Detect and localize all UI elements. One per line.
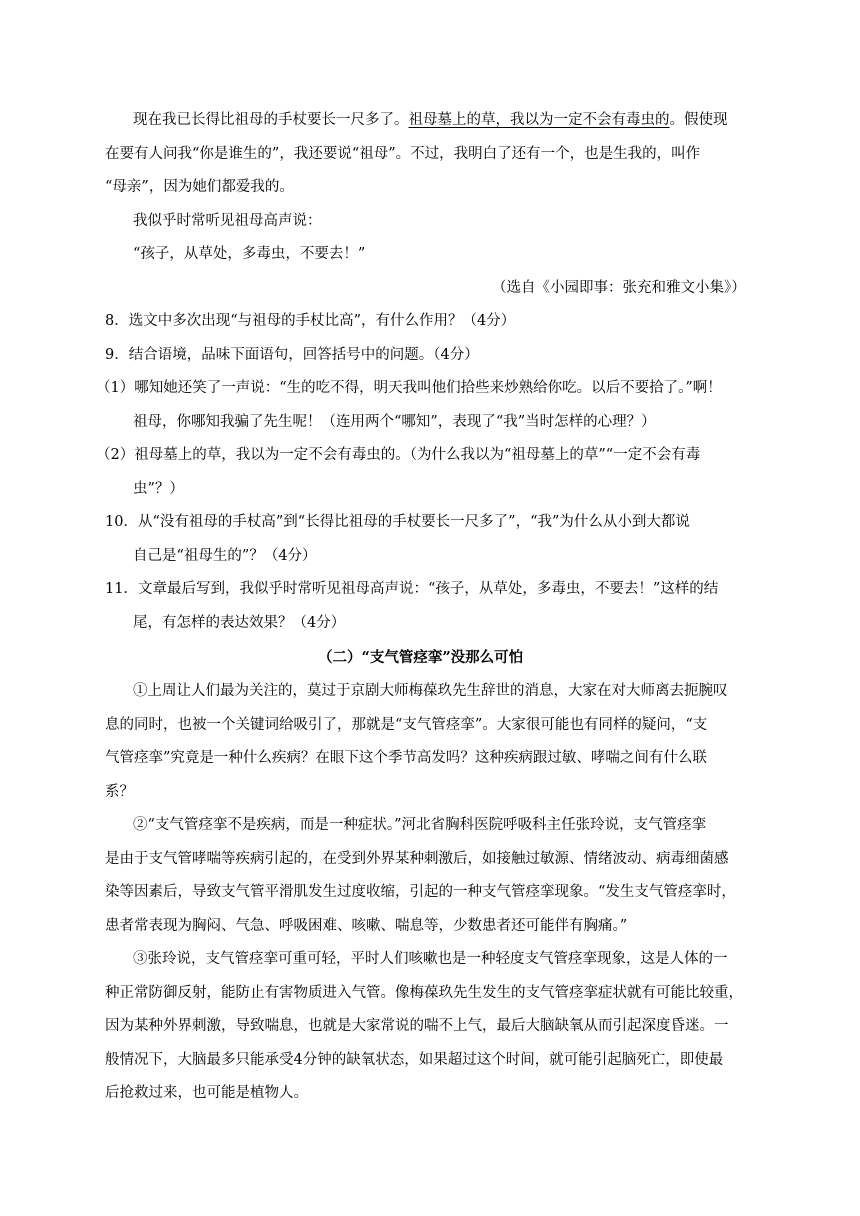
passage2-para1-line: 系？ xyxy=(105,784,134,800)
passage2-para1-line: 气管痉挛”究竟是一种什么疾病？在眼下这个季节高发吗？这种疾病跟过敏、哮喘之间有什么联 xyxy=(105,750,707,766)
question-9: 9．结合语境，品味下面语句，回答括号中的问题。（4分） xyxy=(105,347,479,363)
passage1-text: 。假使现 xyxy=(669,112,728,128)
passage1-paragraph-line: 我似乎时常听见祖母高声说： xyxy=(133,213,322,229)
passage2-para2-line: 是由于支气管哮喘等疾病引起的，在受到外界某种刺激后，如接触过敏源、情绪波动、病毒细菌感 xyxy=(105,851,729,867)
passage1-text: 现在我已长得比祖母的手杖要长一尺多了。 xyxy=(133,112,409,128)
question-10-cont: 自己是“祖母生的”？（4分） xyxy=(133,548,317,564)
passage2-title: （二）“支气管痉挛”没那么可怕 xyxy=(318,649,524,666)
question-9-1: （1）哪知她还笑了一声说：“生的吃不得，明天我叫他们拾些来炒熟给你吃。以后不要拾了。”啊！ xyxy=(96,380,722,396)
passage2-para3-line: 因为某种外界刺激，导致喘息，也就是大家常说的喘不上气，最后大脑缺氧从而引起深度昏迷。一 xyxy=(105,1018,729,1034)
question-9-2: （2）祖母墓上的草，我以为一定不会有毒虫的。（为什么我以为“祖母墓上的草”“一定不会有毒 xyxy=(96,447,701,463)
passage2-para3-line: 般情况下，大脑最多只能承受4分钟的缺氧状态，如果超过这个时间，就可能引起脑死亡，即使最 xyxy=(105,1052,724,1068)
question-11-cont: 尾，有怎样的表达效果？（4分） xyxy=(133,615,346,631)
passage1-paragraph-line xyxy=(133,110,728,130)
question-10: 10．从“没有祖母的手杖高”到“长得比祖母的手杖要长一尺多了”，“我”为什么从小到大都说 xyxy=(105,514,690,530)
question-11: 11．文章最后写到，我似乎时常听见祖母高声说：“孩子，从草处，多毒虫，不要去！”这样的结 xyxy=(105,581,719,597)
question-8: 8．选文中多次出现“与祖母的手杖比高”，有什么作用？（4分） xyxy=(105,313,516,329)
passage2-para1-line: 息的同时，也被一个关键词给吸引了，那就是“支气管痉挛”。大家很可能也有同样的疑问，“支 xyxy=(105,717,708,733)
grandmother-quote: “孩子，从草处，多毒虫，不要去！” xyxy=(133,246,366,262)
question-9-2-cont: 虫”？） xyxy=(133,481,184,497)
question-9-1-cont: 祖母，你哪知我骗了先生呢！（连用两个“哪知”，表现了“我”当时怎样的心理？） xyxy=(133,414,656,430)
passage2-para2-line: ②“支气管痉挛不是疾病，而是一种症状。”河北省胸科医院呼吸科主任张玲说，支气管痉挛 xyxy=(133,817,707,833)
passage1-paragraph-line: 在要有人问我“你是谁生的”，我还要说“祖母”。不过，我明白了还有一个，也是生我的，叫作 xyxy=(105,146,701,162)
passage2-para3-line: ③张玲说，支气管痉挛可重可轻，平时人们咳嗽也是一种轻度支气管痉挛现象，这是人体的一 xyxy=(133,951,728,967)
source-citation: （选自《小园即事：张充和雅文小集》） xyxy=(492,280,746,296)
underlined-sentence: 祖母墓上的草，我以为一定不会有毒虫的 xyxy=(408,112,670,128)
passage2-para1-line: ①上周让人们最为关注的，莫过于京剧大师梅葆玖先生辞世的消息，大家在对大师离去扼腕叹 xyxy=(133,683,728,699)
passage2-para2-line: 患者常表现为胸闷、气急、呼吸困难、咳嗽、喘息等，少数患者还可能伴有胸痛。” xyxy=(105,918,628,934)
passage2-para2-line: 染等因素后，导致支气管平滑肌发生过度收缩，引起的一种支气管痉挛现象。“发生支气管痉挛时， xyxy=(105,884,736,900)
passage2-para3-line: 后抢救过来，也可能是植物人。 xyxy=(105,1085,308,1101)
passage2-para3-line: 种正常防御反射，能防止有害物质进入气管。像梅葆玖先生发生的支气管痉挛症状就有可能比较重， xyxy=(105,985,743,1001)
passage1-paragraph-line: “母亲”，因为她们都爱我的。 xyxy=(105,179,294,195)
